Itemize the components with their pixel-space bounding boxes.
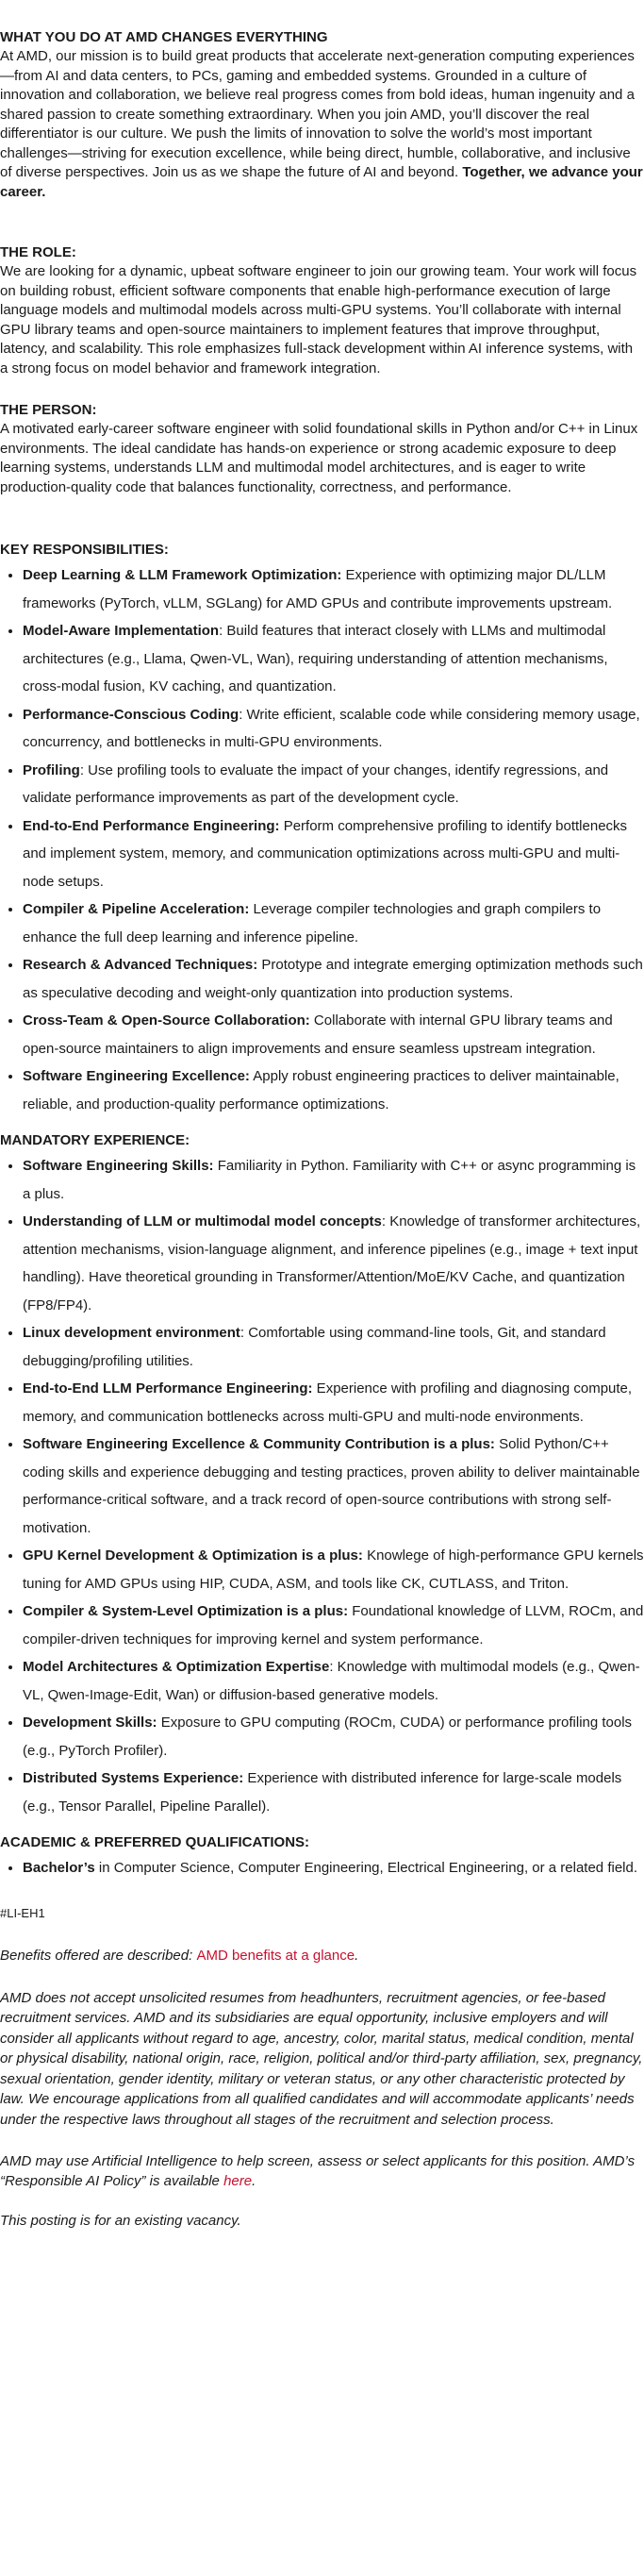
ai-policy-suffix: . <box>252 2172 256 2189</box>
list-item <box>23 1430 644 1542</box>
list-item <box>23 1007 644 1062</box>
person-body: A motivated early-career software engineer with solid foundational skills in Python and/or C++ in Linux environments. The ideal candidate has hands-on experience or strong academic exposure to deep learning systems, understands LLM and multimodal model architectures, and is eager to write production-quality code that balances functionality, correctness, and performance. <box>0 421 638 495</box>
list-item-title: Linux development environment <box>23 1325 240 1341</box>
list-item-text: Experience with distributed inference for large-scale models (e.g., Tensor Parallel, Pipeline Parallel). <box>23 1770 622 1815</box>
list-item <box>23 1375 644 1430</box>
role-section <box>0 243 644 378</box>
list-item-title: Software Engineering Excellence & Community Contribution is a plus: <box>23 1436 495 1452</box>
list-item-text: : Knowledge with multimodal models (e.g., Qwen-VL, Qwen-Image-Edit, Wan) or diffusion-based generative models. <box>23 1659 640 1703</box>
list-item-text: Solid Python/C++ coding skills and experience debugging and testing practices, proven ability to deliver maintainable performance-critical software, and a track record of open-source contributions with strong self-motivation. <box>23 1436 640 1536</box>
list-item-title: Cross-Team & Open-Source Collaboration: <box>23 1012 310 1029</box>
mandatory-heading: MANDATORY EXPERIENCE: <box>0 1132 190 1148</box>
intro-tagline: Together, we advance your career. <box>0 164 643 200</box>
list-item-text: Leverage compiler technologies and graph compilers to enhance the full deep learning and inference pipeline. <box>23 901 602 945</box>
list-item-title: Deep Learning & LLM Framework Optimization: <box>23 567 342 583</box>
list-item-text: Apply robust engineering practices to deliver maintainable, reliable, and production-quality performance optimizations. <box>23 1068 619 1112</box>
list-item <box>23 1765 644 1820</box>
list-item <box>23 617 644 701</box>
list-item-text: Knowlege of high-performance GPU kernels tuning for AMD GPUs using HIP, CUDA, ASM, and tools like CK, CUTLASS, and Triton. <box>23 1547 644 1592</box>
list-item <box>23 1152 644 1208</box>
list-item <box>23 1597 644 1653</box>
list-item-text: in Computer Science, Computer Engineering, Electrical Engineering, or a related field. <box>94 1860 638 1876</box>
list-item-title: Model Architectures & Optimization Expertise <box>23 1659 330 1675</box>
responsibilities-list <box>0 561 644 1118</box>
list-item-title: Understanding of LLM or multimodal model concepts <box>23 1213 382 1229</box>
list-item-text: Collaborate with internal GPU library teams and open-source maintainers to align improvements and ensure seamless upstream integration. <box>23 1012 613 1057</box>
list-item <box>23 1653 644 1709</box>
list-item-title: End-to-End Performance Engineering: <box>23 817 280 834</box>
list-item-text: Experience with profiling and diagnosing compute, memory, and communication bottlenecks across multi-GPU and multi-node environments. <box>23 1380 633 1425</box>
list-item <box>23 1062 644 1118</box>
role-heading: THE ROLE: <box>0 244 76 260</box>
role-body: We are looking for a dynamic, upbeat software engineer to join our growing team. Your work will focus on building robust, efficient software components that enable high-performance execution of large language models and multimodal models across multi-GPU systems. You’ll collaborate with internal GPU library teams and open-source maintainers to implement features that improve throughput, latency, and scalability. This role emphasizes full-stack development within AI inference systems, with a strong focus on model behavior and framework integration. <box>0 263 637 376</box>
list-item-text: : Use profiling tools to evaluate the impact of your changes, identify regressions, and validate performance improvements as part of the development cycle. <box>23 761 609 806</box>
linkedin-tag: #LI-EH1 <box>0 1905 45 1920</box>
list-item <box>23 812 644 896</box>
list-item-text: Experience with optimizing major DL/LLM frameworks (PyTorch, vLLM, SGLang) for AMD GPUs and contribute improvements upstream. <box>23 567 613 611</box>
list-item-title: Compiler & Pipeline Acceleration: <box>23 901 250 917</box>
list-item-title: Software Engineering Excellence: <box>23 1068 250 1084</box>
eeo-statement: AMD does not accept unsolicited resumes from headhunters, recruitment agencies, or fee-based recruitment services. AMD and its subsidiaries are equal opportunity, inclusive employers and will consider all applicants without regard to age, ancestry, color, marital status, medical condition, mental or physical disability, national origin, race, religion, political and/or third-party affiliation, sex, pregnancy, sexual orientation, gender identity, military or veteran status, or any other characteristic protected by law. We encourage applications from all qualified candidates and will accommodate applicants’ needs under the respective laws throughout all stages of the recruitment and selection process. <box>0 1989 643 2128</box>
list-item-title: Performance-Conscious Coding <box>23 706 239 723</box>
responsibilities-section <box>0 541 644 1118</box>
ai-policy-statement <box>0 2152 644 2191</box>
benefits-prefix: Benefits offered are described: <box>0 1947 197 1964</box>
list-item-text: : Knowledge of transformer architectures, attention mechanisms, vision-language alignment, and inference pipelines (e.g., image + text input handling). Have theoretical grounding in Transformer/Attention/MoE/KV Cache, and quantization (FP8/FP4). <box>23 1213 641 1313</box>
list-item <box>23 757 644 812</box>
person-section <box>0 401 644 497</box>
academic-heading: ACADEMIC & PREFERRED QUALIFICATIONS: <box>0 1834 310 1850</box>
ai-policy-text: AMD may use Artificial Intelligence to help screen, assess or select applicants for this position. AMD’s “Responsible AI Policy” is available <box>0 2153 636 2189</box>
list-item-title: Distributed Systems Experience: <box>23 1770 244 1786</box>
list-item-title: Software Engineering Skills: <box>23 1158 214 1174</box>
list-item <box>23 561 644 617</box>
intro-section <box>0 28 644 202</box>
benefits-suffix: . <box>355 1947 359 1964</box>
list-item <box>23 895 644 951</box>
responsibilities-heading: KEY RESPONSIBILITIES: <box>0 542 169 558</box>
mandatory-section <box>0 1131 644 1820</box>
list-item-text: : Write efficient, scalable code while considering memory usage, concurrency, and bottlenecks in multi-GPU environments. <box>23 706 640 750</box>
list-item-title: End-to-End LLM Performance Engineering: <box>23 1380 313 1397</box>
list-item <box>23 1542 644 1597</box>
list-item <box>23 1709 644 1765</box>
list-item-text: Familiarity in Python. Familiarity with C++ or async programming is a plus. <box>23 1158 636 1202</box>
list-item-text: Prototype and integrate emerging optimization methods such as speculative decoding and weight-only quantization into production systems. <box>23 957 643 1001</box>
list-item <box>23 1854 644 1882</box>
academic-section <box>0 1833 644 1882</box>
academic-list <box>0 1854 644 1882</box>
benefits-line <box>0 1947 644 1965</box>
list-item <box>23 1319 644 1375</box>
list-item-title: Profiling <box>23 761 80 778</box>
posting-note: This posting is for an existing vacancy. <box>0 2213 241 2229</box>
intro-heading: WHAT YOU DO AT AMD CHANGES EVERYTHING <box>0 29 328 45</box>
list-item-text: Exposure to GPU computing (ROCm, CUDA) or performance profiling tools (e.g., PyTorch Profiler). <box>23 1715 633 1759</box>
person-heading: THE PERSON: <box>0 402 97 418</box>
list-item-text: Perform comprehensive profiling to identify bottlenecks and implement system, memory, and communication optimizations across multi-GPU and multi-node setups. <box>23 817 628 890</box>
list-item <box>23 1208 644 1319</box>
ai-policy-link[interactable]: here <box>223 2172 253 2189</box>
list-item-title: Compiler & System-Level Optimization is a plus: <box>23 1603 349 1619</box>
list-item-text: Foundational knowledge of LLVM, ROCm, and compiler-driven techniques for improving kernel and system performance. <box>23 1603 644 1648</box>
list-item-title: Research & Advanced Techniques: <box>23 957 258 973</box>
list-item-title: Development Skills: <box>23 1715 157 1731</box>
intro-body <box>0 47 644 202</box>
intro-text: At AMD, our mission is to build great products that accelerate next-generation computing experiences—from AI and data centers, to PCs, gaming and embedded systems. Grounded in a culture of innovation and collaboration, we believe real progress comes from bold ideas, human ingenuity and a shared passion to create something extraordinary. When you join AMD, you’ll discover the real differentiator is our culture. We push the limits of innovation to solve the world’s most important challenges—striving for execution excellence, while being direct, humble, collaborative, and inclusive of diverse perspectives. Join us as we shape the future of AI and beyond. <box>0 48 635 180</box>
list-item <box>23 701 644 757</box>
list-item-title: Bachelor’s <box>23 1860 95 1876</box>
benefits-link[interactable]: AMD benefits at a glance <box>196 1947 355 1964</box>
list-item-text: : Build features that interact closely with LLMs and multimodal architectures (e.g., Llama, Qwen-VL, Wan), requiring understanding of attention mechanisms, cross-modal fusion, KV caching, and quantization. <box>23 623 608 694</box>
list-item-text: : Comfortable using command-line tools, Git, and standard debugging/profiling utilities. <box>23 1325 606 1369</box>
list-item <box>23 951 644 1007</box>
list-item-title: Model-Aware Implementation <box>23 623 220 639</box>
list-item-title: GPU Kernel Development & Optimization is a plus: <box>23 1547 363 1564</box>
mandatory-list <box>0 1152 644 1820</box>
